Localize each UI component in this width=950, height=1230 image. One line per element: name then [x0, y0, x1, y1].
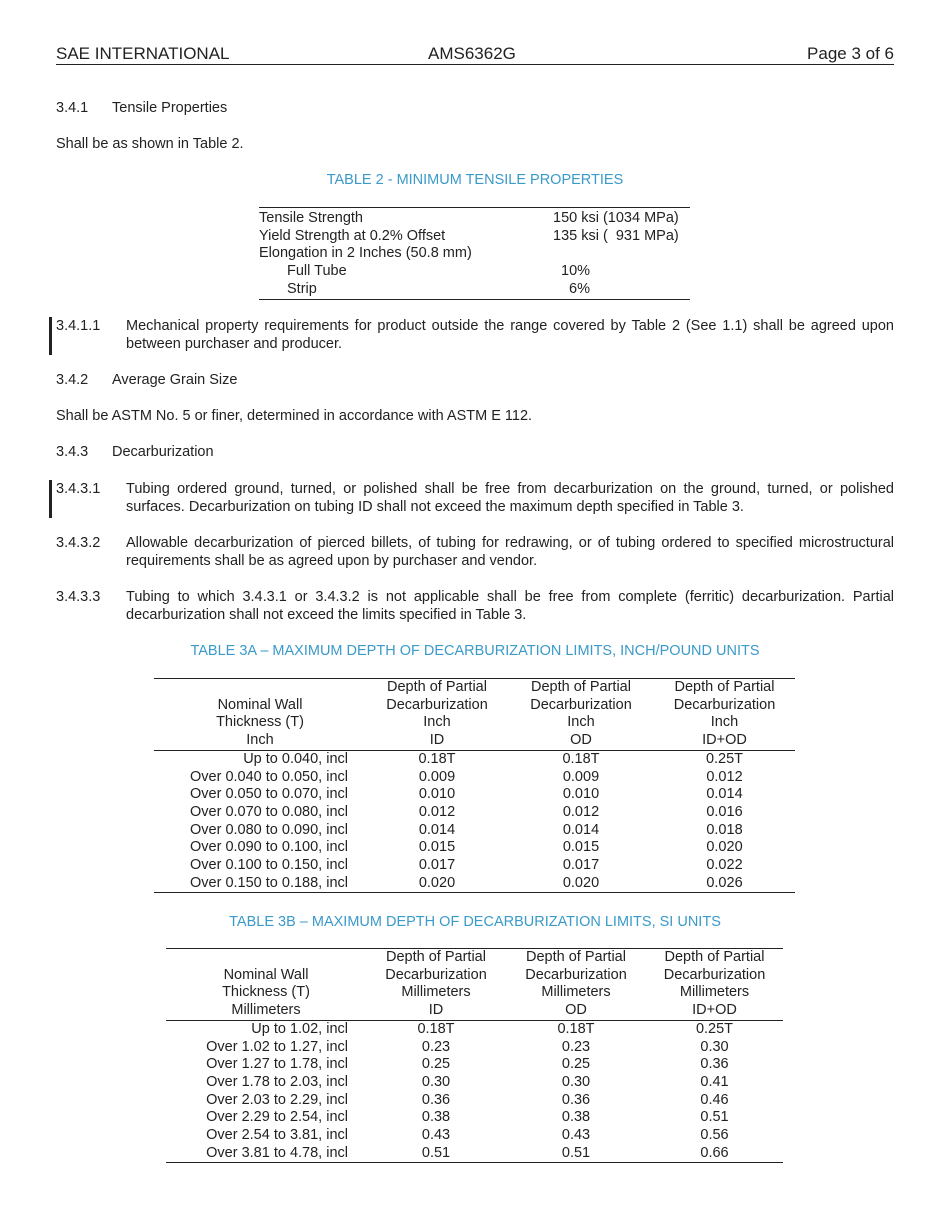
table3a-head-c2: ID [366, 732, 508, 750]
section-3411-body: Mechanical property requirements for product outside the range covered by Table 2 (See 1.1) shall be agreed upon between purchaser and producer. [126, 318, 894, 352]
table-cell: 0.012 [418, 803, 456, 820]
section-341-body: Shall be as shown in Table 2. [56, 136, 244, 152]
table3a-head-c4: Decarburization [673, 696, 776, 713]
table3a-head-c3: Depth of Partial [531, 679, 631, 695]
table2-label: Yield Strength at 0.2% Offset [259, 227, 446, 244]
table3b-head-c2: ID [366, 1002, 506, 1020]
table-cell: 0.56 [700, 1127, 729, 1144]
page-header [56, 44, 894, 65]
table-cell: 0.18T [418, 750, 456, 767]
table-cell: Over 1.02 to 1.27, incl [206, 1038, 348, 1055]
table3b-head-c3: OD [506, 1002, 646, 1020]
revision-bar [49, 480, 52, 518]
table-cell: 0.012 [706, 768, 743, 785]
table3b-head-c1 [166, 949, 366, 967]
table-cell: 0.022 [706, 857, 743, 874]
table-cell: Over 0.080 to 0.090, incl [190, 821, 348, 838]
table2-value: 6% [569, 280, 590, 297]
table3b-head-c2: Millimeters [401, 984, 471, 1001]
table2-label: Full Tube [287, 263, 347, 280]
section-342-body: Shall be ASTM No. 5 or finer, determined in accordance with ASTM E 112. [56, 408, 533, 424]
table-row [166, 1109, 783, 1127]
revision-bar [49, 317, 52, 355]
table-cell: Over 2.03 to 2.29, incl [206, 1091, 348, 1108]
table-cell: 0.30 [700, 1038, 729, 1055]
table-cell: 0.009 [418, 768, 456, 785]
table-row [166, 1074, 783, 1092]
table-row [154, 804, 795, 822]
table2-caption: TABLE 2 - MINIMUM TENSILE PROPERTIES [326, 172, 624, 188]
table-row [259, 263, 690, 281]
table-cell: Over 0.040 to 0.050, incl [190, 768, 348, 785]
table3a-head-c2: Depth of Partial [387, 679, 487, 695]
section-3433-number: 3.4.3.3 [56, 589, 101, 605]
table-cell: 0.25 [561, 1056, 591, 1073]
table-cell: Over 0.100 to 0.150, incl [190, 857, 348, 874]
table-cell: Over 1.27 to 1.78, incl [206, 1056, 348, 1073]
table3a-head-c3: OD [508, 732, 654, 750]
table-cell: 0.026 [706, 874, 743, 891]
table-cell: 0.010 [418, 786, 456, 803]
table-row [154, 750, 795, 768]
table-row [166, 1092, 783, 1110]
header-org: SAE INTERNATIONAL [56, 44, 230, 63]
table2-label: Strip [287, 280, 317, 297]
table-cell: 0.016 [706, 803, 743, 820]
table-row [166, 1020, 783, 1038]
table-cell: 0.38 [561, 1109, 591, 1126]
table-cell: 0.020 [418, 874, 456, 891]
table3b-head-c2: Decarburization [385, 966, 487, 983]
table-cell: Over 0.150 to 0.188, incl [190, 874, 348, 891]
table-cell: 0.020 [562, 874, 600, 891]
table-cell: Over 2.54 to 3.81, incl [206, 1127, 348, 1144]
table-cell: 0.30 [421, 1073, 451, 1090]
table3b-head-c4: Decarburization [663, 966, 766, 983]
section-3431-body: Tubing ordered ground, turned, or polished shall be free from decarburization on the ground, turned, or polished surfaces. Decarburization on tubing ID shall not exceed the maximum depth specified in Table 3. [126, 481, 894, 515]
table-cell: Up to 0.040, incl [243, 750, 348, 767]
table3b-head-c1: Thickness (T) [222, 984, 310, 1001]
table3a-head-c1: Inch [154, 732, 366, 750]
table3b-head-c1: Nominal Wall [223, 966, 309, 983]
table-cell: 0.36 [421, 1091, 451, 1108]
table3b-head-c3: Depth of Partial [526, 949, 626, 965]
table-cell: Over 2.29 to 2.54, incl [206, 1109, 348, 1126]
table-cell: 0.36 [561, 1091, 591, 1108]
table2-value [553, 245, 690, 263]
table-cell: 0.014 [562, 821, 600, 838]
table-cell: 0.012 [562, 803, 600, 820]
table-cell: 0.51 [700, 1109, 729, 1126]
table2-value: 10% [561, 263, 591, 280]
table-cell: 0.017 [418, 857, 456, 874]
table-cell: 0.25T [705, 750, 744, 767]
table-cell: 0.017 [562, 857, 600, 874]
table-cell: 0.41 [700, 1073, 729, 1090]
table-cell: Over 0.070 to 0.080, incl [190, 803, 348, 820]
table-row [154, 839, 795, 857]
section-3432-body: Allowable decarburization of pierced billets, of tubing for redrawing, or of tubing ordered to specified microstructural requirements shall be as agreed upon by purchaser and vendor. [126, 535, 894, 569]
table-cell: 0.014 [706, 786, 743, 803]
table3b-caption: TABLE 3B – MAXIMUM DEPTH OF DECARBURIZATION LIMITS, SI UNITS [229, 914, 721, 930]
section-342-title: Average Grain Size [112, 372, 238, 388]
table3b-head-c1: Millimeters [166, 1002, 366, 1020]
table-cell: Over 0.050 to 0.070, incl [190, 786, 348, 803]
table-cell: 0.015 [562, 839, 600, 856]
section-343-title: Decarburization [112, 444, 214, 460]
table2-label: Tensile Strength [259, 210, 363, 226]
table-cell: 0.014 [418, 821, 456, 838]
table2 [259, 207, 690, 300]
table-cell: 0.23 [421, 1038, 451, 1055]
table-cell: 0.51 [421, 1144, 451, 1161]
table-cell: 0.18T [562, 750, 600, 767]
table3b [166, 948, 783, 1163]
table3a-caption: TABLE 3A – MAXIMUM DEPTH OF DECARBURIZATION LIMITS, INCH/POUND UNITS [190, 643, 760, 659]
table-row [154, 822, 795, 840]
table-cell: 0.18T [417, 1020, 455, 1037]
table-cell: 0.51 [561, 1144, 591, 1161]
table3a-head-c4: Inch [710, 714, 739, 731]
section-343-number: 3.4.3 [56, 444, 89, 460]
table-cell: 0.23 [561, 1038, 591, 1055]
section-3431-number: 3.4.3.1 [56, 481, 101, 497]
table3a-head-c1 [154, 679, 366, 697]
header-page-number: Page 3 of 6 [807, 44, 894, 63]
table3b-head-c2: Depth of Partial [386, 949, 486, 965]
table3a-head-c1: Nominal Wall [217, 696, 303, 713]
table-cell: 0.46 [700, 1091, 729, 1108]
table-row [259, 281, 690, 299]
table3b-head-c3: Decarburization [525, 966, 627, 983]
table-cell: 0.30 [561, 1073, 591, 1090]
table-cell: 0.018 [706, 821, 743, 838]
section-341-title: Tensile Properties [112, 100, 228, 116]
table-cell: Over 3.81 to 4.78, incl [206, 1144, 348, 1161]
table-cell: 0.43 [421, 1127, 451, 1144]
table-row [166, 1145, 783, 1163]
table-cell: 0.36 [700, 1056, 729, 1073]
section-341-number: 3.4.1 [56, 100, 89, 116]
table-cell: 0.38 [421, 1109, 451, 1126]
table-row [259, 228, 690, 246]
table3a-head-c2: Inch [423, 714, 451, 731]
table3a-head-c3: Decarburization [530, 696, 632, 713]
header-doc-number: AMS6362G [428, 44, 516, 63]
table-row [154, 786, 795, 804]
table-cell: Over 0.090 to 0.100, incl [190, 839, 348, 856]
table-cell: 0.020 [706, 839, 743, 856]
table-cell: Up to 1.02, incl [251, 1020, 348, 1037]
section-3433-body: Tubing to which 3.4.3.1 or 3.4.3.2 is not applicable shall be free from complete (ferritic) decarburization. Partial decarburization shall not exceed the limits specified in Table 3. [126, 589, 894, 623]
table3a [154, 678, 795, 893]
table3a-head-c4: ID+OD [654, 732, 795, 750]
table3a-head-c3: Inch [567, 714, 595, 731]
table-row [154, 857, 795, 875]
table-row [166, 1056, 783, 1074]
table3a-head-c2: Decarburization [386, 696, 488, 713]
section-3432-number: 3.4.3.2 [56, 535, 101, 551]
table2-value: 135 ksi ( 931 MPa) [553, 227, 679, 244]
section-342-number: 3.4.2 [56, 372, 89, 388]
table3a-head-c4: Depth of Partial [674, 679, 775, 695]
table3b-head-c4: ID+OD [646, 1002, 783, 1020]
table-cell: 0.18T [557, 1020, 595, 1037]
table-row [259, 208, 690, 228]
table-row [154, 769, 795, 787]
table-cell: 0.25 [421, 1056, 451, 1073]
table-cell: 0.010 [562, 786, 600, 803]
table-row [166, 1039, 783, 1057]
table-cell: 0.009 [562, 768, 600, 785]
table-cell: 0.43 [561, 1127, 591, 1144]
table3b-head-c3: Millimeters [541, 984, 611, 1001]
table-row [259, 245, 690, 263]
table-row [166, 1127, 783, 1145]
table2-value: 150 ksi (1034 MPa) [553, 210, 679, 226]
table3b-head-c4: Depth of Partial [664, 949, 765, 965]
table3b-head-c4: Millimeters [679, 984, 750, 1001]
table-cell: 0.015 [418, 839, 456, 856]
table-row [154, 875, 795, 893]
table-cell: Over 1.78 to 2.03, incl [206, 1073, 348, 1090]
section-3411-number: 3.4.1.1 [56, 318, 101, 334]
table-cell: 0.25T [695, 1020, 734, 1037]
table2-label: Elongation in 2 Inches (50.8 mm) [259, 245, 472, 262]
table-cell: 0.66 [700, 1144, 729, 1161]
table3a-head-c1: Thickness (T) [216, 714, 304, 731]
